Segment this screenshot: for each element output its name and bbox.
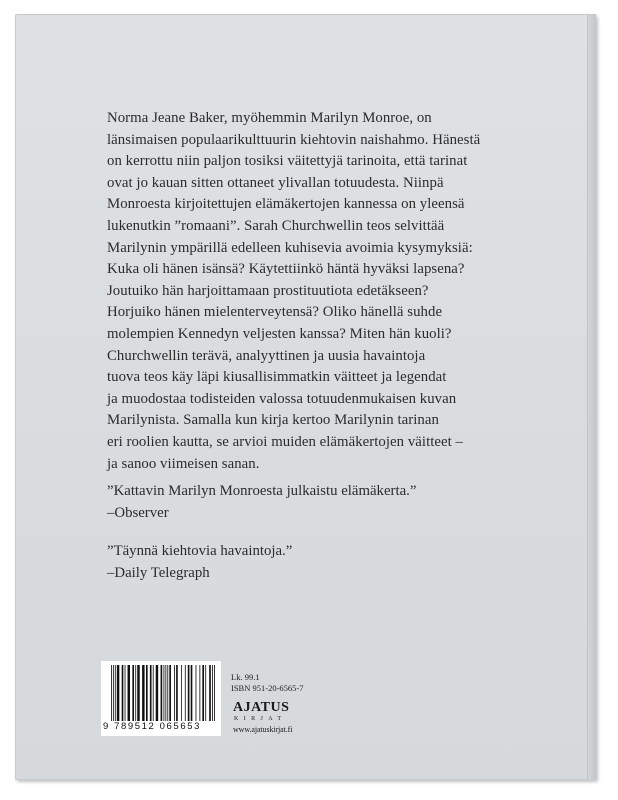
barcode-bar xyxy=(161,665,163,721)
barcode-bar xyxy=(176,665,178,721)
barcode-bar xyxy=(202,665,204,721)
barcode-bar xyxy=(150,665,152,721)
barcode-bar xyxy=(209,665,211,721)
barcode-bar xyxy=(196,665,197,721)
quote-text: ”Täynnä kiehtovia havaintoja.” xyxy=(107,543,293,559)
barcode-bar xyxy=(113,665,114,721)
blurb-text xyxy=(107,108,507,475)
barcode-bar xyxy=(199,665,200,721)
barcode-bar xyxy=(174,665,175,721)
barcode-bar xyxy=(212,665,213,721)
cover-edge xyxy=(587,14,596,780)
barcode-number: 9 789512 065653 xyxy=(103,721,201,732)
isbn-text: ISBN 951-20-6565-7 xyxy=(231,683,304,693)
barcode-bar xyxy=(146,665,148,721)
barcode-bar xyxy=(115,665,116,721)
barcode-bar xyxy=(188,665,190,721)
review-quote-observer xyxy=(107,481,416,524)
barcode-bar xyxy=(111,665,112,721)
quote-text: ”Kattavin Marilyn Monroesta julkaistu elämäkerta.” xyxy=(107,483,417,499)
barcode-bar xyxy=(135,665,136,721)
blurb-line: Joutuiko hän harjoittamaan prostituutiota edetäkseen? xyxy=(107,282,429,299)
classification-code: Lk. 99.1 xyxy=(231,672,260,682)
blurb-line: on kerrottu niin paljon tosiksi väitettyjä tarinoita, että tarinat xyxy=(107,153,468,170)
barcode-bar xyxy=(163,665,164,721)
quote-source: –Observer xyxy=(107,504,169,521)
blurb-line: lukenutkin ”romaani”. Sarah Churchwellin teos selvittää xyxy=(107,217,445,234)
barcode-bar xyxy=(181,665,182,721)
barcode-bar xyxy=(142,665,144,721)
blurb-line: Horjuiko hänen mielenterveytensä? Oliko hänellä suhde xyxy=(107,304,443,321)
blurb-line: ja sanoo viimeisen sanan. xyxy=(107,455,260,472)
blurb-line: ja muodostaa todisteiden valossa totuudenmukaisen kuvan xyxy=(107,390,457,407)
review-quote-telegraph xyxy=(107,541,292,584)
barcode-bar xyxy=(167,665,168,721)
blurb-line: Churchwellin terävä, analyyttinen ja uusia havaintoja xyxy=(107,347,426,364)
blurb-line: molempien Kennedyn veljesten kanssa? Miten hän kuoli? xyxy=(107,325,452,342)
barcode-bar xyxy=(128,665,130,721)
barcode-bar xyxy=(214,665,215,721)
publisher-url: www.ajatuskirjat.fi xyxy=(233,725,293,734)
barcode-bar xyxy=(205,665,206,721)
blurb-line: Marilynista. Samalla kun kirja kertoo Marilynin tarinan xyxy=(107,412,439,429)
blurb-line: Kuka oli hänen isänsä? Käytettiinkö häntä hyväksi lapsena? xyxy=(107,261,465,278)
blurb-line: tuova teos käy läpi kiusallisimmatkin väitteet ja legendat xyxy=(107,369,447,386)
barcode-bar xyxy=(125,665,126,721)
publisher-name: AJATUS xyxy=(233,700,290,715)
barcode-bar xyxy=(137,665,139,721)
barcode-bars xyxy=(111,665,215,721)
barcode-bar xyxy=(122,665,124,721)
blurb-line: ovat jo kauan sitten ottaneet ylivallan totuudesta. Niinpä xyxy=(107,174,444,191)
barcode-bar xyxy=(156,665,158,721)
barcode-bar xyxy=(169,665,171,721)
barcode-bar xyxy=(153,665,154,721)
barcode-bar xyxy=(165,665,166,721)
blurb-line: Norma Jeane Baker, myöhemmin Marilyn Monroe, on xyxy=(107,110,432,126)
isbn-barcode xyxy=(101,661,221,736)
quote-source: –Daily Telegraph xyxy=(107,564,210,581)
barcode-bar xyxy=(132,665,134,721)
blurb-line: eri roolien kautta, se arvioi muiden elämäkertojen väitteet – xyxy=(107,433,463,450)
book-meta xyxy=(231,672,303,694)
blurb-line: länsimaisen populaarikulttuurin kiehtovin naishahmo. Hänestä xyxy=(107,131,481,148)
publisher-logo xyxy=(233,701,313,735)
publisher-subtitle: KIRJAT xyxy=(234,716,287,722)
barcode-bar xyxy=(185,665,186,721)
barcode-bar xyxy=(117,665,119,721)
blurb-line: Marilynin ympärillä edelleen kuhisevia avoimia kysymyksiä: xyxy=(107,239,473,256)
barcode-bar xyxy=(191,665,193,721)
blurb-line: Monroesta kirjoitettujen elämäkertojen kannessa on yleensä xyxy=(107,196,465,213)
